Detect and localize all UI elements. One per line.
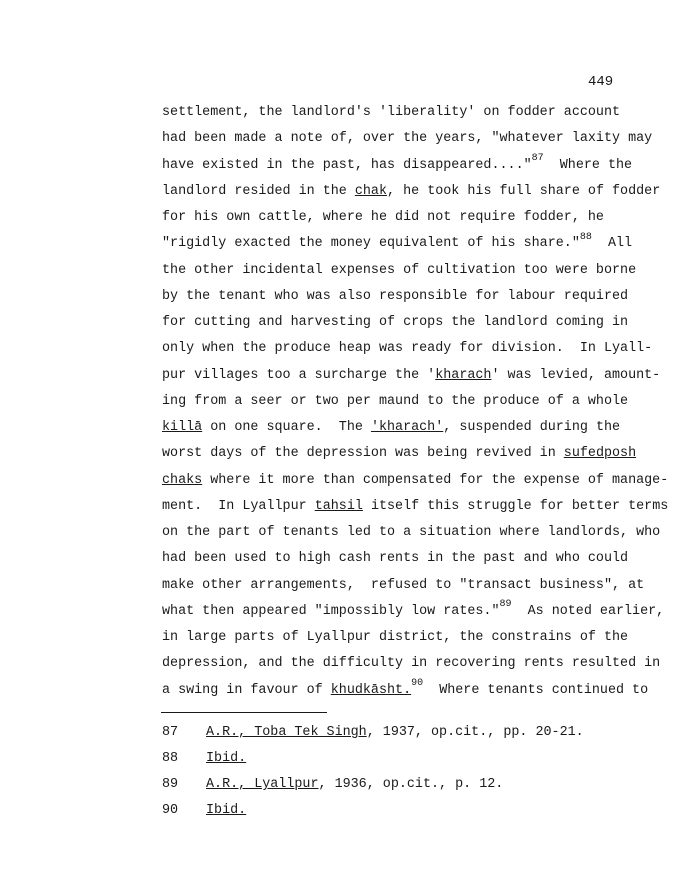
text-run: , 1937, op.cit., pp. 20-21. bbox=[366, 725, 584, 740]
footnote-reference: 88 bbox=[579, 231, 592, 243]
text-line bbox=[162, 651, 682, 677]
underlined-term: kharach bbox=[435, 367, 492, 383]
text-line bbox=[162, 625, 682, 651]
text-line bbox=[162, 310, 682, 336]
text-line bbox=[162, 468, 682, 494]
footnote-number: 88 bbox=[162, 751, 179, 766]
text-run: for cutting and harvesting of crops the landlord coming in bbox=[162, 315, 629, 330]
text-line bbox=[162, 389, 682, 415]
text-run: worst days of the depression was being revived in bbox=[162, 446, 564, 462]
footnote-text bbox=[206, 772, 503, 798]
underlined-term: A.R., Lyallpur bbox=[206, 777, 319, 792]
footnotes bbox=[162, 720, 682, 824]
text-line bbox=[162, 599, 682, 625]
text-line bbox=[162, 231, 682, 257]
underlined-term: 'kharach' bbox=[370, 420, 444, 435]
text-run: on the part of tenants led to a situation where landlords, who bbox=[162, 525, 661, 540]
underlined-term: Ibid. bbox=[206, 751, 247, 766]
footnote-reference: 89 bbox=[499, 599, 512, 611]
text-line bbox=[162, 573, 682, 599]
underlined-term: A.R., Toba Tek Singh bbox=[206, 725, 367, 740]
text-run: a swing in favour of bbox=[162, 682, 331, 698]
text-line bbox=[162, 126, 682, 152]
text-run: make other arrangements, refused to "transact business", at bbox=[162, 577, 645, 593]
text-run: "rigidly exacted the money equivalent of his share." bbox=[162, 236, 580, 252]
underlined-term: chak bbox=[354, 183, 388, 199]
text-run: landlord resided in the bbox=[162, 183, 355, 199]
footnote bbox=[162, 746, 682, 772]
text-line bbox=[162, 441, 682, 467]
text-run: , 1936, op.cit., p. 12. bbox=[318, 777, 504, 792]
text-run: depression, and the difficulty in recovering rents resulted in bbox=[162, 656, 661, 672]
footnote-reference: 90 bbox=[411, 678, 424, 690]
text-run: ' was levied, amount- bbox=[491, 367, 661, 383]
text-line bbox=[162, 520, 682, 546]
text-line bbox=[162, 494, 682, 520]
text-run: All bbox=[591, 236, 633, 252]
text-run: the other incidental expenses of cultivation too were borne bbox=[162, 262, 637, 278]
text-line bbox=[162, 258, 682, 284]
text-line bbox=[162, 363, 682, 389]
footnote-number: 87 bbox=[162, 725, 179, 740]
underlined-term: chaks bbox=[162, 472, 203, 488]
footnote-text bbox=[206, 746, 246, 772]
text-line bbox=[162, 546, 682, 572]
text-line bbox=[162, 415, 682, 441]
footnote bbox=[162, 798, 682, 824]
footnote-text bbox=[206, 798, 246, 824]
footnote-reference: 87 bbox=[531, 153, 544, 165]
text-line bbox=[162, 205, 682, 231]
footnote bbox=[162, 772, 682, 798]
footnote-number: 89 bbox=[162, 777, 179, 792]
page-number: 449 bbox=[588, 74, 614, 90]
underlined-term: khudkāsht. bbox=[330, 682, 412, 698]
text-run: ing from a seer or two per maund to the produce of a whole bbox=[162, 393, 629, 409]
text-run: in large parts of Lyallpur district, the constrains of the bbox=[162, 630, 629, 645]
text-run: what then appeared "impossibly low rates." bbox=[162, 603, 500, 619]
underlined-term: sufedposh bbox=[563, 446, 637, 462]
text-line bbox=[162, 179, 682, 205]
text-run: where it more than compensated for the expense of manage- bbox=[202, 472, 669, 488]
text-run: Where tenants continued to bbox=[423, 682, 649, 698]
footnote-text bbox=[206, 720, 584, 746]
footnote-number: 90 bbox=[162, 803, 179, 818]
text-run: Where the bbox=[543, 157, 633, 173]
underlined-term: Ibid. bbox=[206, 803, 247, 818]
body-text bbox=[162, 100, 682, 704]
text-run: only when the produce heap was ready for division. In Lyall- bbox=[162, 341, 653, 357]
text-run: As noted earlier, bbox=[511, 603, 665, 619]
text-run: for his own cattle, where he did not require fodder, he bbox=[162, 210, 604, 225]
underlined-term: tahsil bbox=[314, 498, 363, 514]
text-run: settlement, the landlord's 'liberality' on fodder account bbox=[162, 105, 621, 120]
text-run: had been made a note of, over the years, "whatever laxity may bbox=[162, 131, 653, 147]
text-run: have existed in the past, has disappeared...." bbox=[162, 157, 532, 173]
text-line bbox=[162, 284, 682, 310]
text-run: pur villages too a surcharge the ' bbox=[162, 367, 436, 383]
footnote-divider bbox=[161, 712, 327, 713]
text-run: had been used to high cash rents in the past and who could bbox=[162, 551, 629, 567]
text-run: by the tenant who was also responsible for labour required bbox=[162, 288, 629, 304]
text-line bbox=[162, 678, 682, 704]
text-line bbox=[162, 100, 682, 126]
text-run: ment. In Lyallpur bbox=[162, 498, 315, 514]
text-run: on one square. The bbox=[202, 420, 371, 435]
text-line bbox=[162, 153, 682, 179]
underlined-term: killā bbox=[162, 420, 203, 435]
text-run: itself this struggle for better terms bbox=[362, 498, 669, 514]
text-line bbox=[162, 336, 682, 362]
footnote bbox=[162, 720, 682, 746]
text-run: , suspended during the bbox=[443, 420, 621, 435]
text-run: , he took his full share of fodder bbox=[387, 183, 661, 199]
